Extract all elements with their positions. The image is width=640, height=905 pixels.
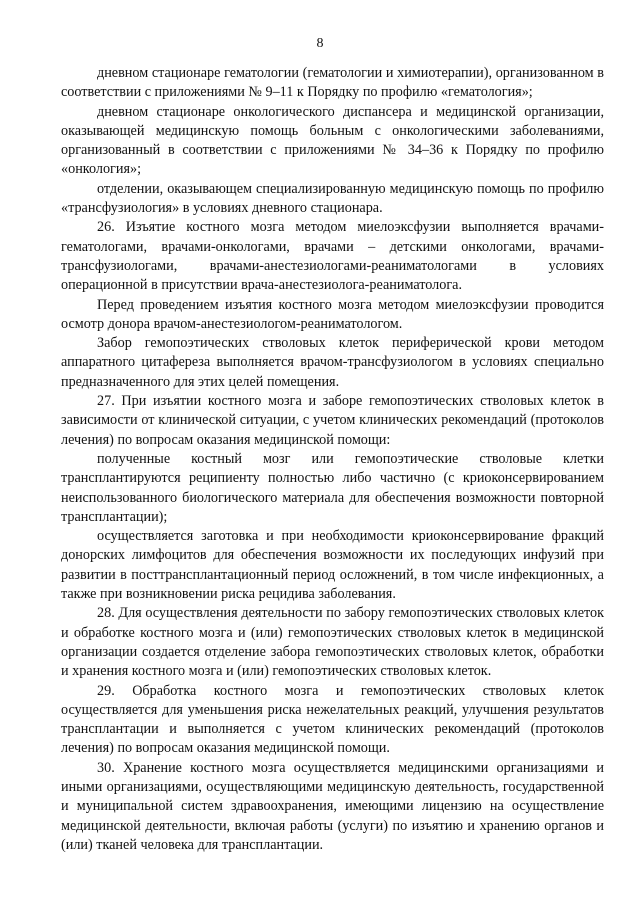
document-body xyxy=(61,64,604,855)
paragraph-item-29: 29. Обработка костного мозга и гемопоэтических стволовых клеток осуществляется для уменьшения риска нежелательных реакций, улучшения результатов трансплантации и выполняется с учетом клинических рекомендаций (протоколов лечения) по вопросам оказания медицинской помощи. xyxy=(61,682,604,757)
paragraph-day-hospital-oncology: дневном стационаре онкологического диспансера и медицинской организации, оказывающей медицинскую помощь больным с онкологическими заболеваниями, организованный в соответствии с приложениями № 34–36 к Порядку по профилю «онкология»; xyxy=(61,103,604,178)
paragraph-apheresis: Забор гемопоэтических стволовых клеток периферической крови методом аппаратного цитафереза выполняется врачом-трансфузиологом в условиях специально предназначенного для этих целей помещения. xyxy=(61,335,604,390)
paragraph-transplantation: полученные костный мозг или гемопоэтические стволовые клетки трансплантируются реципиенту полностью либо частично (с криоконсервированием неиспользованного биологического материала для обеспечения возможности повторной трансплантации); xyxy=(61,450,604,525)
paragraph-item-28: 28. Для осуществления деятельности по забору гемопоэтических стволовых клеток и обработке костного мозга и (или) гемопоэтических стволовых клеток в медицинской организации создается отделение забора гемопоэтических стволовых клеток, обработки и хранения костного мозга и (или) гемопоэтических стволовых клеток. xyxy=(61,605,604,680)
paragraph-item-30: 30. Хранение костного мозга осуществляется медицинскими организациями и иными организациями, осуществляющими медицинскую деятельность, государственной и муниципальной систем здравоохранения, имеющими лицензию на осуществление медицинской деятельности, включая работы (услуги) по изъятию и хранению органов и (или) тканей человека для трансплантации. xyxy=(61,759,604,853)
paragraph-transfusiology-department: отделении, оказывающем специализированную медицинскую помощь по профилю «трансфузиология» в условиях дневного стационара. xyxy=(61,180,604,217)
page-number: 8 xyxy=(316,36,324,51)
paragraph-donor-examination: Перед проведением изъятия костного мозга методом миелоэксфузии проводится осмотр донора врачом-анестезиологом-реаниматологом. xyxy=(61,296,604,332)
paragraph-item-26: 26. Изъятие костного мозга методом миелоэксфузии выполняется врачами-гематологами, врачами-онкологами, врачами – детскими онкологами, врачами-трансфузиологами, врачами-анестезиологами-реаниматологами в условиях операционной в присутствии врача-анестезиолога-реаниматолога. xyxy=(61,219,604,294)
paragraph-item-27: 27. При изъятии костного мозга и заборе гемопоэтических стволовых клеток в зависимости от клинической ситуации, с учетом клинических рекомендаций (протоколов лечения) по вопросам оказания медицинской помощи: xyxy=(61,393,604,448)
paragraph-day-hospital-hematology: дневном стационаре гематологии (гематологии и химиотерапии), организованном в соответствии с приложениями № 9–11 к Порядку по профилю «гематология»; xyxy=(61,65,604,101)
paragraph-lymphocyte-procurement: осуществляется заготовка и при необходимости криоконсервирование фракций донорских лимфоцитов для обеспечения возможности их последующих инфузий при развитии в посттрансплантационный период осложнений, в том числе инфекционных, а также при возникновении риска рецидива заболевания. xyxy=(61,528,604,603)
